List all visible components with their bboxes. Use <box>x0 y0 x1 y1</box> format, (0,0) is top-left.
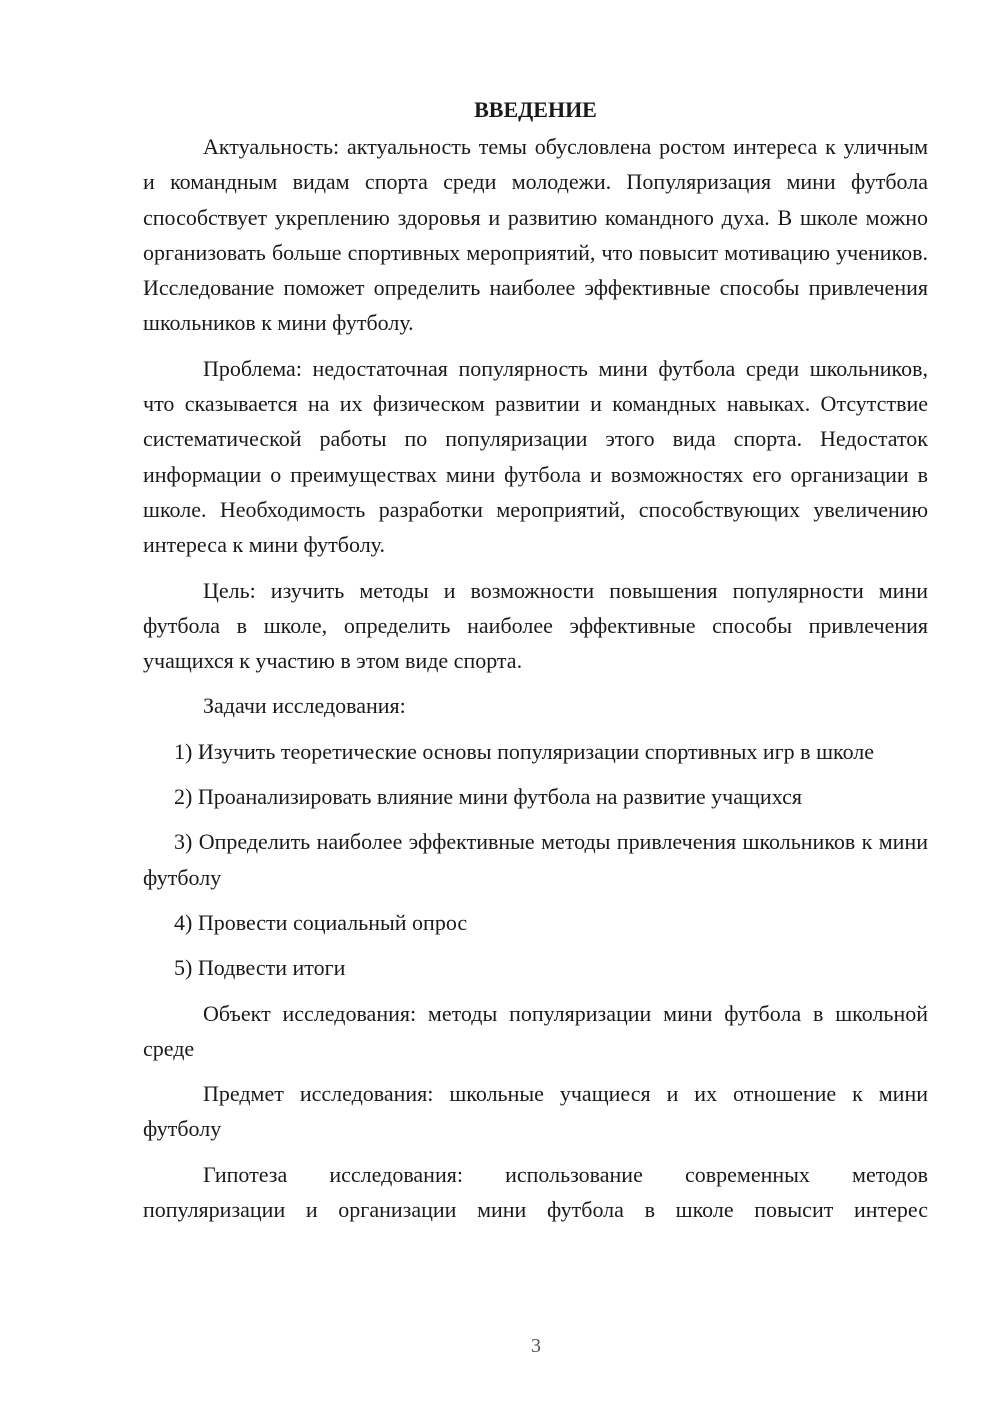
paragraph-tasks-heading: Задачи исследования: <box>203 693 406 719</box>
paragraph-relevance: Актуальность: актуальность темы обусловлена ростом интереса к уличным и командным видам спорта среди молодежи. Популяризация мини футбола способствует укреплению здоровья и развитию командного духа. В школе можно организовать больше спортивных мероприятий, что повысит мотивацию учеников. Исследование поможет определить наиболее эффективные способы привлечения школьников к мини футболу. <box>143 134 928 336</box>
paragraph-goal: Цель: изучить методы и возможности повышения популярности мини футбола в школе, определить наиболее эффективные способы привлечения учащихся к участию в этом виде спорта. <box>143 577 928 674</box>
task-item-1: 1) Изучить теоретические основы популяризации спортивных игр в школе <box>174 738 875 764</box>
paragraph-hypothesis: Гипотеза исследования: использование современных методов популяризации и организации мини футбола в школе повысит интерес <box>143 1161 928 1223</box>
paragraph-object: Объект исследования: методы популяризации мини футбола в школьной среде <box>143 1000 928 1061</box>
paragraph-problem: Проблема: недостаточная популярность мини футбола среди школьников, что сказывается на их физическом развитии и командных навыках. Отсутствие систематической работы по популяризации этого вида спорта. Недостаток информации о преимуществах мини футбола и возможностях его организации в школе. Необходимость разработки мероприятий, способствующих увеличению интереса к мини футболу. <box>143 355 928 558</box>
task-item-5: 5) Подвести итоги <box>174 955 346 981</box>
page-number: 3 <box>531 1335 541 1357</box>
task-item-3: 3) Определить наиболее эффективные методы привлечения школьников к мини футболу <box>143 829 928 890</box>
paragraph-subject: Предмет исследования: школьные учащиеся и их отношение к мини футболу <box>143 1081 928 1142</box>
document-page <box>143 92 928 1227</box>
task-item-4: 4) Провести социальный опрос <box>174 909 468 935</box>
task-item-2: 2) Проанализировать влияние мини футбола на развитие учащихся <box>174 784 802 810</box>
section-title: ВВЕДЕНИЕ <box>474 97 597 122</box>
